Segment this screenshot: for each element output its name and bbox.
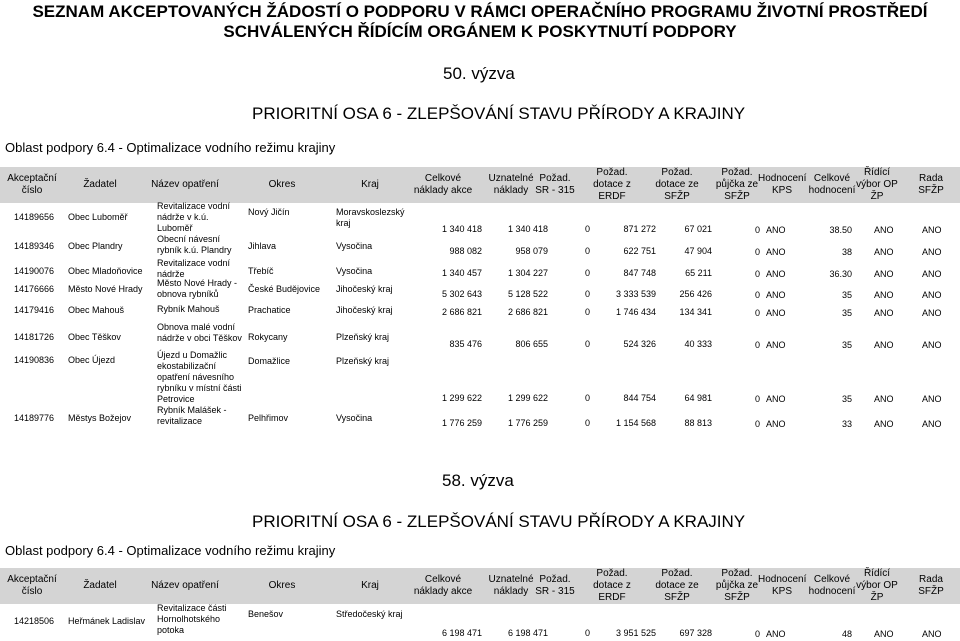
row-zadatel: Obec Mladoňovice <box>68 265 143 276</box>
row-pozad-dotace-sfzp: 256 426 <box>679 289 712 299</box>
row-rada-sfzp: ANO <box>922 225 942 235</box>
header-pozad-pujcka-sfzp: Požad. půjčka ze SFŽP <box>715 568 759 603</box>
row-zadatel: Obec Těškov <box>68 331 121 342</box>
row-uznatelne-naklady: 958 079 <box>515 246 548 256</box>
header-kraj: Kraj <box>361 179 379 190</box>
row-okres: Jihlava <box>248 240 277 251</box>
header-ridici-vybor: Řídící výbor OP ŽP <box>856 568 898 603</box>
row-okres: Rokycany <box>248 331 288 342</box>
row-celkove-hodnoceni: 35 <box>841 290 852 300</box>
row-pozad-sr: 0 <box>584 418 590 428</box>
header-celkove-hodnoceni: Celkové hodnocení <box>808 574 856 597</box>
row-okres: České Budějovice <box>248 283 321 294</box>
row-akceptacni-cislo: 14189656 <box>14 211 55 222</box>
row-zadatel: Heřmánek Ladislav <box>68 615 146 626</box>
header-zadatel: Žadatel <box>83 179 117 190</box>
header-pozad-dotace-sfzp: Požad. dotace ze SFŽP <box>655 568 699 603</box>
row-celkove-naklady: 6 198 471 <box>441 628 482 638</box>
row-pozad-sr: 0 <box>584 289 590 299</box>
row-celkove-hodnoceni: 35 <box>841 308 852 318</box>
row-nazev-opatreni: Město Nové Hrady - obnova rybníků <box>157 278 238 299</box>
row-pozad-erdf: 871 272 <box>623 224 656 234</box>
row-okres: Benešov <box>248 609 284 619</box>
row-nazev-opatreni: Obecní návesní rybník k.ú. Plandry <box>157 234 232 255</box>
header-rada-sfzp: Rada SFŽP <box>918 574 944 597</box>
row-pozad-erdf: 3 333 539 <box>615 289 656 299</box>
row-pozad-sr: 0 <box>584 246 590 256</box>
row-zadatel: Obec Plandry <box>68 240 123 251</box>
header-nazev-opatreni: Název opatření <box>151 580 219 591</box>
row-akceptacni-cislo: 14189776 <box>14 412 55 423</box>
header-celkove-naklady: Celkové náklady akce <box>413 574 473 597</box>
row-hodnoceni-kps: ANO <box>766 247 786 257</box>
header-okres: Okres <box>268 179 296 190</box>
row-pozad-dotace-sfzp: 88 813 <box>684 418 712 428</box>
row-zadatel: Město Nové Hrady <box>68 283 143 294</box>
table-header-2 <box>0 568 960 604</box>
row-akceptacni-cislo: 14176666 <box>14 283 55 294</box>
row-rada-sfzp: ANO <box>922 394 942 404</box>
priority-axis-label: PRIORITNÍ OSA 6 - ZLEPŠOVÁNÍ STAVU PŘÍRODY A KRAJINY <box>252 104 746 123</box>
row-rada-sfzp: ANO <box>922 419 942 429</box>
row-pozad-sr: 0 <box>584 339 590 349</box>
row-nazev-opatreni: Revitalizace vodní nádrže <box>157 258 231 279</box>
row-zadatel: Obec Újezd <box>68 354 116 365</box>
row-zadatel: Obec Mahouš <box>68 304 125 315</box>
row-hodnoceni-kps: ANO <box>766 394 786 404</box>
row-hodnoceni-kps: ANO <box>766 290 786 300</box>
header-nazev-opatreni: Název opatření <box>151 179 219 190</box>
row-uznatelne-naklady: 806 655 <box>515 339 548 349</box>
header-pozad-pujcka-sfzp: Požad. půjčka ze SFŽP <box>715 167 759 202</box>
row-kraj: Plzeňský kraj <box>336 331 390 342</box>
row-okres: Třebíč <box>248 265 274 276</box>
row-pozad-sr: 0 <box>584 393 590 403</box>
header-pozad-erdf: Požad. dotace z ERDF <box>593 167 631 202</box>
row-kraj: Moravskoslezský kraj <box>336 207 405 228</box>
row-pozad-pujcka-sfzp: 0 <box>754 269 760 279</box>
header-pozad-sr: Požad. SR - 315 <box>535 574 575 597</box>
row-celkove-hodnoceni: 35 <box>841 394 852 404</box>
row-celkove-hodnoceni: 38.50 <box>829 225 852 235</box>
row-pozad-pujcka-sfzp: 0 <box>754 247 760 257</box>
row-rada-sfzp: ANO <box>922 290 942 300</box>
row-okres: Domažlice <box>248 356 291 366</box>
row-celkove-naklady: 2 686 821 <box>441 307 482 317</box>
row-uznatelne-naklady: 6 198 471 <box>507 628 548 638</box>
row-ridici-vybor: ANO <box>874 419 894 429</box>
row-kraj: Jihočeský kraj <box>336 283 393 294</box>
row-pozad-erdf: 524 326 <box>623 339 656 349</box>
header-akceptacni-cislo: Akceptační číslo <box>7 574 57 597</box>
row-celkove-hodnoceni: 38 <box>841 247 852 257</box>
header-zadatel: Žadatel <box>83 580 117 591</box>
row-celkove-naklady: 5 302 643 <box>441 289 482 299</box>
row-nazev-opatreni: Rybník Mahouš <box>157 304 220 314</box>
row-celkove-hodnoceni: 35 <box>841 340 852 350</box>
header-hodnoceni-kps: Hodnocení KPS <box>758 574 807 597</box>
row-pozad-pujcka-sfzp: 0 <box>754 290 760 300</box>
header-kraj: Kraj <box>361 580 379 591</box>
header-celkove-naklady: Celkové náklady akce <box>413 173 473 196</box>
header-celkove-hodnoceni: Celkové hodnocení <box>808 173 856 196</box>
header-uznatelne-naklady: Uznatelné náklady <box>488 173 534 196</box>
row-pozad-sr: 0 <box>584 628 590 638</box>
row-ridici-vybor: ANO <box>874 290 894 300</box>
row-pozad-sr: 0 <box>584 307 590 317</box>
row-uznatelne-naklady: 1 304 227 <box>507 268 548 278</box>
row-nazev-opatreni: Revitalizace části Hornolhotského potoka <box>157 603 227 635</box>
header-ridici-vybor: Řídící výbor OP ŽP <box>856 167 898 202</box>
row-celkove-naklady: 835 476 <box>449 339 482 349</box>
row-rada-sfzp: ANO <box>922 269 942 279</box>
row-akceptacni-cislo: 14179416 <box>14 304 55 315</box>
support-area-label: Oblast podpory 6.4 - Optimalizace vodního režimu krajiny <box>5 140 336 155</box>
row-ridici-vybor: ANO <box>874 269 894 279</box>
row-pozad-pujcka-sfzp: 0 <box>754 308 760 318</box>
row-hodnoceni-kps: ANO <box>766 629 786 639</box>
row-pozad-dotace-sfzp: 134 341 <box>679 307 712 317</box>
row-nazev-opatreni: Újezd u Domažlic ekostabilizační opatření návesního rybníku v místní části Petrovice <box>157 350 242 404</box>
row-akceptacni-cislo: 14190076 <box>14 265 55 276</box>
row-hodnoceni-kps: ANO <box>766 340 786 350</box>
row-pozad-erdf: 844 754 <box>623 393 656 403</box>
row-hodnoceni-kps: ANO <box>766 225 786 235</box>
row-celkove-naklady: 1 340 418 <box>441 224 482 234</box>
priority-axis-label-2: PRIORITNÍ OSA 6 - ZLEPŠOVÁNÍ STAVU PŘÍRODY A KRAJINY <box>252 512 746 531</box>
row-kraj: Vysočina <box>336 240 373 251</box>
header-pozad-dotace-sfzp: Požad. dotace ze SFŽP <box>655 167 699 202</box>
row-akceptacni-cislo: 14189346 <box>14 240 55 251</box>
row-kraj: Plzeňský kraj <box>336 356 390 366</box>
row-pozad-dotace-sfzp: 64 981 <box>684 393 712 403</box>
header-okres: Okres <box>268 580 296 591</box>
row-kraj: Vysočina <box>336 412 373 423</box>
row-kraj: Vysočina <box>336 265 373 276</box>
row-pozad-erdf: 1 154 568 <box>615 418 656 428</box>
row-rada-sfzp: ANO <box>922 308 942 318</box>
row-pozad-pujcka-sfzp: 0 <box>754 419 760 429</box>
header-rada-sfzp: Rada SFŽP <box>918 173 944 196</box>
row-pozad-erdf: 847 748 <box>623 268 656 278</box>
header-pozad-sr: Požad. SR - 315 <box>535 173 575 196</box>
row-ridici-vybor: ANO <box>874 340 894 350</box>
row-zadatel: Obec Luboměř <box>68 211 128 222</box>
row-pozad-dotace-sfzp: 47 904 <box>684 246 712 256</box>
document-title-line1: SEZNAM AKCEPTOVANÝCH ŽÁDOSTÍ O PODPORU V RÁMCI OPERAČNÍHO PROGRAMU ŽIVOTNÍ PROSTŘEDÍ <box>32 2 928 21</box>
row-celkove-naklady: 1 776 259 <box>441 418 482 428</box>
row-rada-sfzp: ANO <box>922 247 942 257</box>
vyzva-label: 50. výzva <box>443 64 515 83</box>
vyzva-label-2: 58. výzva <box>442 471 514 490</box>
row-akceptacni-cislo: 14218506 <box>14 615 55 626</box>
row-uznatelne-naklady: 5 128 522 <box>507 289 548 299</box>
table-header <box>0 167 960 203</box>
row-kraj: Jihočeský kraj <box>336 304 393 315</box>
row-uznatelne-naklady: 1 776 259 <box>507 418 548 428</box>
header-pozad-erdf: Požad. dotace z ERDF <box>593 568 631 603</box>
row-pozad-erdf: 3 951 525 <box>615 628 656 638</box>
row-hodnoceni-kps: ANO <box>766 419 786 429</box>
document-title-line2: SCHVÁLENÝCH ŘÍDÍCÍM ORGÁNEM K POSKYTNUTÍ PODPORY <box>223 22 737 41</box>
header-hodnoceni-kps: Hodnocení KPS <box>758 173 807 196</box>
row-okres: Nový Jičín <box>248 207 290 217</box>
row-pozad-dotace-sfzp: 67 021 <box>684 224 712 234</box>
row-pozad-erdf: 1 746 434 <box>615 307 656 317</box>
row-ridici-vybor: ANO <box>874 394 894 404</box>
row-rada-sfzp: ANO <box>922 340 942 350</box>
row-nazev-opatreni: Rybník Malášek - revitalizace <box>157 405 227 426</box>
row-okres: Pelhřimov <box>248 412 289 423</box>
row-pozad-erdf: 622 751 <box>623 246 656 256</box>
row-celkove-naklady: 988 082 <box>449 246 482 256</box>
row-uznatelne-naklady: 1 340 418 <box>507 224 548 234</box>
header-uznatelne-naklady: Uznatelné náklady <box>488 574 534 597</box>
row-ridici-vybor: ANO <box>874 247 894 257</box>
row-akceptacni-cislo: 14181726 <box>14 331 55 342</box>
row-okres: Prachatice <box>248 304 291 315</box>
row-celkove-hodnoceni: 48 <box>841 629 852 639</box>
row-ridici-vybor: ANO <box>874 308 894 318</box>
row-pozad-pujcka-sfzp: 0 <box>754 629 760 639</box>
row-celkove-hodnoceni: 33 <box>841 419 852 429</box>
row-zadatel: Městys Božejov <box>68 412 132 423</box>
row-celkove-hodnoceni: 36.30 <box>829 269 852 279</box>
row-uznatelne-naklady: 1 299 622 <box>507 393 548 403</box>
row-pozad-pujcka-sfzp: 0 <box>754 225 760 235</box>
row-ridici-vybor: ANO <box>874 225 894 235</box>
support-area-label-2: Oblast podpory 6.4 - Optimalizace vodního režimu krajiny <box>5 543 336 558</box>
row-nazev-opatreni: Revitalizace vodní nádrže v k.ú. Luboměř <box>157 201 231 233</box>
row-pozad-sr: 0 <box>584 224 590 234</box>
row-celkove-naklady: 1 340 457 <box>441 268 482 278</box>
row-hodnoceni-kps: ANO <box>766 269 786 279</box>
row-pozad-sr: 0 <box>584 268 590 278</box>
row-rada-sfzp: ANO <box>922 629 942 639</box>
row-uznatelne-naklady: 2 686 821 <box>507 307 548 317</box>
row-kraj: Středočeský kraj <box>336 609 403 619</box>
row-hodnoceni-kps: ANO <box>766 308 786 318</box>
row-pozad-pujcka-sfzp: 0 <box>754 394 760 404</box>
row-pozad-pujcka-sfzp: 0 <box>754 340 760 350</box>
row-pozad-dotace-sfzp: 40 333 <box>684 339 712 349</box>
row-celkove-naklady: 1 299 622 <box>441 393 482 403</box>
row-pozad-dotace-sfzp: 697 328 <box>679 628 712 638</box>
row-pozad-dotace-sfzp: 65 211 <box>685 268 712 278</box>
header-akceptacni-cislo: Akceptační číslo <box>7 173 57 196</box>
row-ridici-vybor: ANO <box>874 629 894 639</box>
row-akceptacni-cislo: 14190836 <box>14 354 55 365</box>
row-nazev-opatreni: Obnova malé vodní nádrže v obci Těškov <box>157 322 242 343</box>
